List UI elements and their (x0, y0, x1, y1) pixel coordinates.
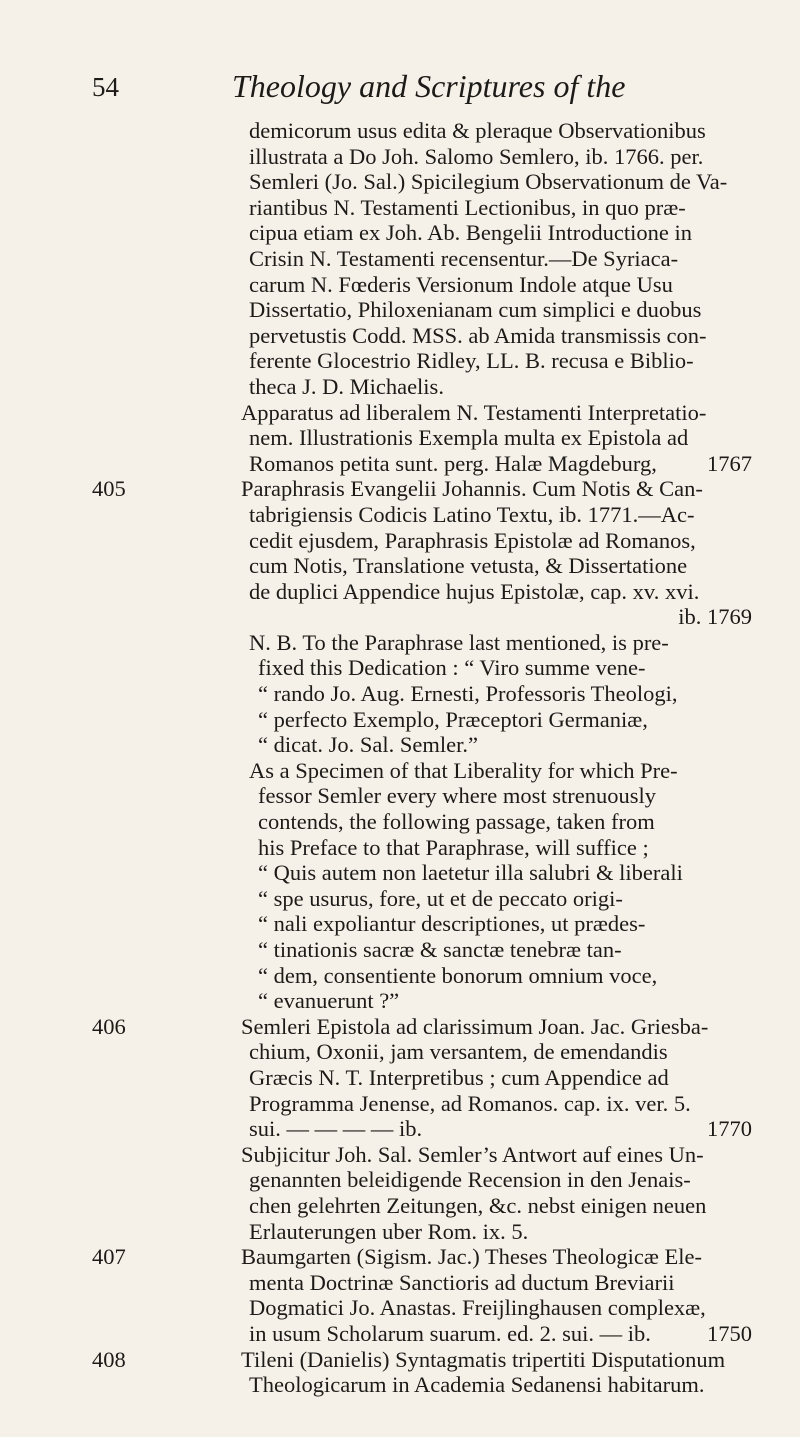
text-line (92, 272, 752, 298)
text-line (92, 1014, 752, 1040)
text-line (92, 297, 752, 323)
line-text: As a Specimen of that Liberality for which Pre- (249, 757, 678, 783)
text-line (92, 732, 752, 758)
text-line (92, 758, 752, 784)
line-text: cum Notis, Translatione vetusta, & Dissertatione (249, 553, 688, 579)
text-line (92, 528, 752, 554)
page-number: 54 (92, 72, 119, 102)
text-line (92, 809, 752, 835)
line-text: sui. — — — — ib. (249, 1116, 423, 1142)
text-line (92, 425, 752, 451)
text-line (92, 835, 752, 861)
text-line (92, 988, 752, 1014)
line-text: contends, the following passage, taken from (258, 809, 655, 835)
text-line (92, 220, 752, 246)
line-text: theca J. D. Michaelis. (249, 373, 444, 399)
text-line (92, 655, 752, 681)
text-line (92, 1167, 752, 1193)
text-line (92, 553, 752, 579)
line-text: his Preface to that Paraphrase, will suffice ; (258, 834, 649, 860)
text-line (92, 195, 752, 221)
imprint-year: 1767 (707, 450, 752, 476)
line-text: Dissertatio, Philoxenianam cum simplici e duobus (249, 297, 702, 323)
catalogue-entries (92, 118, 752, 1398)
text-line (92, 707, 752, 733)
line-text: chium, Oxonii, jam versantem, de emendandis (249, 1039, 668, 1065)
line-text: Dogmatici Jo. Anastas. Freijlinghausen complexæ, (249, 1295, 706, 1321)
line-text: tabrigiensis Codicis Latino Textu, ib. 1771.—Ac- (249, 501, 695, 527)
text-line (92, 1039, 752, 1065)
line-text: demicorum usus edita & pleraque Observationibus (249, 118, 706, 143)
page-header (92, 66, 732, 106)
entry-number: 406 (92, 1013, 126, 1039)
text-line (92, 681, 752, 707)
line-text: menta Doctrinæ Sanctioris ad ductum Breviarii (249, 1269, 675, 1295)
text-line (92, 246, 752, 272)
text-line (92, 144, 752, 170)
running-title: Theology and Scriptures of the (232, 68, 626, 104)
text-line (92, 502, 752, 528)
text-line (92, 1372, 752, 1398)
text-line (92, 1347, 752, 1373)
line-text: fessor Semler every where most strenuously (258, 783, 657, 809)
line-text: fixed this Dedication : “ Viro summe vene- (258, 655, 646, 681)
text-line (92, 476, 752, 502)
line-text: Semleri (Jo. Sal.) Spicilegium Observationum de Va- (249, 169, 728, 195)
line-text: Theologicarum in Academia Sedanensi habitarum. (249, 1372, 705, 1398)
line-text: cedit ejusdem, Paraphrasis Epistolæ ad Romanos, (249, 527, 696, 553)
text-line (92, 860, 752, 886)
line-text: Erlauterungen uber Rom. ix. 5. (249, 1218, 529, 1244)
line-text: illustrata a Do Joh. Salomo Semlero, ib. 1766. per. (249, 143, 704, 169)
line-text: N. B. To the Paraphrase last mentioned, is pre- (249, 629, 669, 655)
text-line (92, 579, 752, 605)
imprint-year: ib. 1769 (678, 604, 752, 630)
entry-number: 408 (92, 1346, 126, 1372)
text-line (92, 911, 752, 937)
line-text: Programma Jenense, ad Romanos. cap. ix. ver. 5. (249, 1090, 691, 1116)
line-text: riantibus N. Testamenti Lectionibus, in quo præ- (249, 194, 686, 220)
text-line (92, 1091, 752, 1117)
line-text: Crisin N. Testamenti recensentur.—De Syriaca- (249, 245, 679, 271)
text-line (92, 1116, 752, 1142)
text-line (92, 630, 752, 656)
line-text: chen gelehrten Zeitungen, &c. nebst einigen neuen (249, 1192, 707, 1218)
line-text: nem. Illustrationis Exempla multa ex Epistola ad (249, 425, 689, 451)
text-line (92, 118, 752, 144)
line-text: “ evanuerunt ?” (258, 988, 400, 1014)
text-line (92, 451, 752, 477)
line-text: cipua etiam ex Joh. Ab. Bengelii Introductione in (249, 220, 693, 246)
line-text: “ tinationis sacræ & sanctæ tenebræ tan- (258, 937, 622, 962)
text-line (92, 1295, 752, 1321)
text-line (92, 1244, 752, 1270)
text-line (92, 783, 752, 809)
line-text: in usum Scholarum suarum. ed. 2. sui. — ib. (249, 1320, 651, 1346)
line-text: ferente Glocestrio Ridley, LL. B. recusa e Biblio- (249, 348, 694, 374)
line-text: Romanos petita sunt. perg. Halæ Magdeburg, (249, 450, 657, 476)
line-text: “ Quis autem non laetetur illa salubri & liberali (258, 860, 683, 886)
text-line (92, 963, 752, 989)
text-line (92, 1142, 752, 1168)
line-text: “ spe usurus, fore, ut et de peccato origi- (258, 885, 623, 911)
text-line (92, 348, 752, 374)
entry-number: 407 (92, 1244, 126, 1270)
line-text: “ rando Jo. Aug. Ernesti, Professoris Theologi, (258, 681, 678, 707)
line-text: genannten beleidigende Recension in den Jenais- (249, 1167, 691, 1193)
text-line (92, 374, 752, 400)
text-line (92, 169, 752, 195)
line-text: Tileni (Danielis) Syntagmatis tripertiti Disputationum (241, 1346, 726, 1372)
text-line (92, 886, 752, 912)
line-text: “ dem, consentiente bonorum omnium voce, (258, 962, 658, 988)
line-text: Paraphrasis Evangelii Johannis. Cum Notis & Can- (241, 476, 703, 502)
text-line (92, 323, 752, 349)
line-text: “ nali expoliantur descriptiones, ut prædes- (258, 911, 646, 937)
imprint-year: 1770 (707, 1116, 752, 1142)
text-line (92, 1219, 752, 1245)
line-text: “ dicat. Jo. Sal. Semler.” (258, 732, 478, 758)
line-text: de duplici Appendice hujus Epistolæ, cap. xv. xvi. (249, 578, 700, 604)
line-text: pervetustis Codd. MSS. ab Amida transmissis con- (249, 322, 707, 348)
text-line (92, 1193, 752, 1219)
line-text: Græcis N. T. Interpretibus ; cum Appendice ad (249, 1064, 669, 1090)
text-line (92, 1065, 752, 1091)
entry-number: 405 (92, 476, 126, 502)
line-text: carum N. Fœderis Versionum Indole atque Usu (249, 271, 673, 297)
text-line (92, 604, 752, 630)
line-text: Subjicitur Joh. Sal. Semler’s Antwort auf eines Un- (241, 1141, 704, 1167)
text-line (92, 1321, 752, 1347)
text-line (92, 937, 752, 963)
line-text: Baumgarten (Sigism. Jac.) Theses Theologicæ Ele- (241, 1244, 702, 1270)
text-line (92, 1270, 752, 1296)
text-line (92, 400, 752, 426)
line-text: Semleri Epistola ad clarissimum Joan. Jac. Griesba- (241, 1013, 709, 1039)
imprint-year: 1750 (707, 1320, 752, 1346)
line-text: “ perfecto Exemplo, Præceptori Germaniæ, (258, 706, 648, 732)
line-text: Apparatus ad liberalem N. Testamenti Interpretatio- (241, 399, 707, 425)
